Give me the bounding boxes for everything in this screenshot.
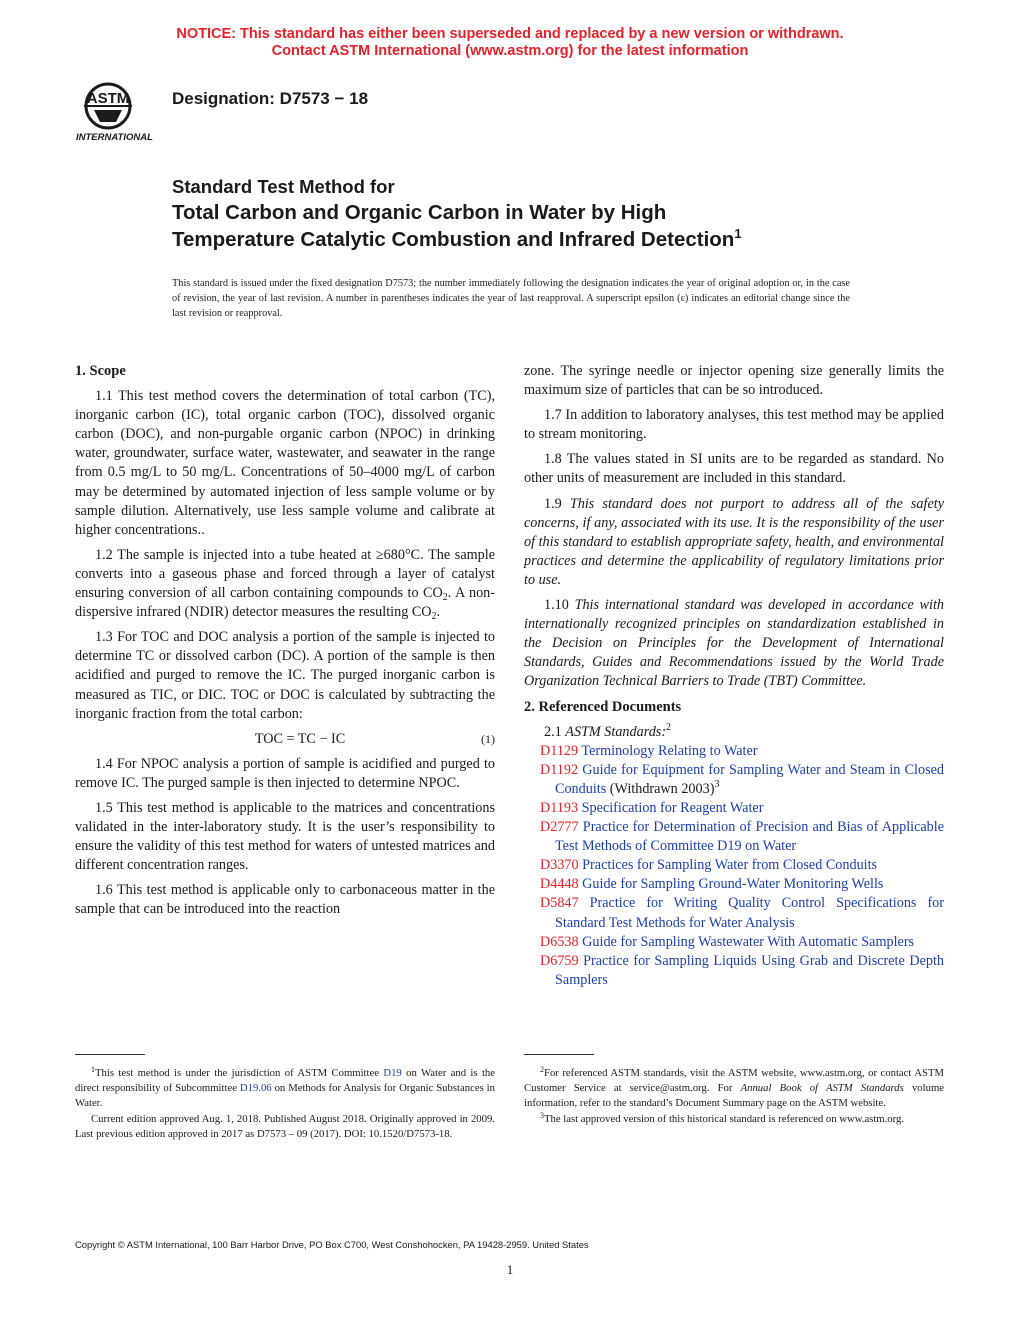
footnote-edition: Current edition approved Aug. 1, 2018. Published August 2018. Originally approved in 2009. Last previous edition approved in 2017 as D7573 – 09 (2017). DOI: 10.1520/D7573-18. <box>75 1112 495 1140</box>
astm-standards-label: 2.1 ASTM Standards:$^2$ <box>544 721 672 740</box>
footnote-divider-right <box>524 1054 594 1055</box>
footnote-1: $^1$This test method is under the jurisdiction of ASTM Committee D19 on Water and is the direct responsibility of Subcommittee D19.06 on Methods for Analysis for Organic Substances in Water. <box>75 1065 495 1110</box>
paragraph-1-6-start: 1.6 This test method is applicable only to carbonaceous matter in the sample that can be introduced into the reaction <box>75 882 495 918</box>
logo-caption: INTERNATIONAL <box>76 132 153 143</box>
notice-line-1: NOTICE: This standard has either been superseded and replaced by a new version or withdrawn. <box>176 26 844 42</box>
logo-letters: ASTM <box>86 90 130 107</box>
paragraph-1-2: 1.2 The sample is injected into a tube heated at ≥680°C. The sample converts into a gaseous phase and forced through a layer of catalyst ensuring conversion of all carbon containing compounds to $CO_2$. A non-dispersive infrared (NDIR) detector measures the resulting $CO_2$. <box>75 546 495 623</box>
issued-note: This standard is issued under the fixed designation D7573; the number immediately following the designation indicates the year of original adoption or, in the case of revision, the year of last revision. A number in parentheses indicates the year of last reapproval. A superscript epsilon (ε) indicates an editorial change since the last revision or reapproval. <box>172 278 850 319</box>
paragraph-1-1: 1.1 This test method covers the determination of total carbon (TC), inorganic carbon (IC), total organic carbon (TOC), dissolved organic carbon (DOC), and non-purgable organic carbon (NPOC) in drinking water, groundwater, surface water, wastewater, and seawater in the range from 0.5 mg/L to 50 mg/L. Concentrations of 50–4000 mg/L of carbon may be determined by automated injection of less sample volume or by sample dilution. Alternatively, use less sample volume and calibrate at higher concentrations.. <box>75 388 495 538</box>
paragraph-1-7: 1.7 In addition to laboratory analyses, this test method may be applied to stream monitoring. <box>524 407 944 443</box>
astm-logo-icon <box>72 74 164 144</box>
footnotes-left <box>75 1066 495 1142</box>
footnote-3: $^3$The last approved version of this historical standard is referenced on www.astm.org. <box>540 1110 905 1125</box>
notice-line-2: Contact ASTM International (www.astm.org) for the latest information <box>271 43 749 59</box>
paragraph-1-9: 1.9 This standard does not purport to address all of the safety concerns, if any, associated with its use. It is the responsibility of the user of this standard to establish appropriate safety, health, and environmental practices and determine the applicability of regulatory limitations prior to use. <box>524 495 944 588</box>
equation-1 <box>75 730 495 749</box>
paragraph-1-6-continued: zone. The syringe needle or injector opening size generally limits the maximum size of particles that can be so introduced. <box>524 363 944 399</box>
list-item[interactable]: D1129 Terminology Relating to Water <box>540 742 758 759</box>
list-item[interactable]: D6759 Practice for Sampling Liquids Using Grab and Discrete Depth Samplers <box>540 952 944 988</box>
title-line-1: Total Carbon and Organic Carbon in Water by High <box>172 201 667 224</box>
supersession-notice <box>0 26 1020 60</box>
equation-number: (1) <box>481 731 495 746</box>
referenced-standards-list <box>524 742 944 990</box>
subcommittee-link[interactable]: D19.06 <box>239 1082 272 1095</box>
list-item[interactable]: D3370 Practices for Sampling Water from Closed Conduits <box>540 857 878 874</box>
designation: Designation: D7573 − 18 <box>172 89 369 108</box>
footnote-2: $^2$For referenced ASTM standards, visit the ASTM website, www.astm.org, or contact ASTM Customer Service at service@astm.org. For Annual Book of ASTM Standards volume information, refer to the standard’s Document Summary page on the ASTM website. <box>524 1065 945 1110</box>
footnotes-right <box>524 1066 944 1127</box>
list-item[interactable]: D6538 Guide for Sampling Wastewater With Automatic Samplers <box>540 933 915 950</box>
committee-link[interactable]: D19 <box>383 1067 402 1079</box>
paragraph-1-5: 1.5 This test method is applicable to the matrices and concentrations validated in the inter-laboratory study. It is the user’s responsibility to ensure the validity of this test method for waters of untested matrices and different concentration ranges. <box>75 799 495 874</box>
equation-text: TOC = TC − IC <box>254 730 346 747</box>
list-item[interactable]: D1193 Specification for Reagent Water <box>540 799 764 816</box>
title-footnote-mark: 1 <box>734 226 742 241</box>
section-2-heading: 2. Referenced Documents <box>524 698 682 715</box>
list-item[interactable]: D5847 Practice for Writing Quality Control Specifications for Standard Test Methods for Water Analysis <box>540 895 944 931</box>
list-item[interactable]: D4448 Guide for Sampling Ground-Water Monitoring Wells <box>540 876 884 893</box>
paragraph-1-10: 1.10 This international standard was developed in accordance with internationally recognized principles on standardization established in the Decision on Principles for the Development of International Standards, Guides and Recommendations issued by the World Trade Organization Technical Barriers to Trade (TBT) Committee. <box>524 597 944 690</box>
title-prefix: Standard Test Method for <box>172 176 395 197</box>
list-item[interactable]: D2777 Practice for Determination of Precision and Bias of Applicable Test Methods of Committee D19 on Water <box>540 819 944 855</box>
document-title <box>172 175 892 253</box>
title-line-2: Temperature Catalytic Combustion and Infrared Detection$^1$ <box>172 226 742 251</box>
paragraph-1-4: 1.4 For NPOC analysis a portion of sample is acidified and purged to remove IC. The purged sample is then injected to determine NPOC. <box>75 755 495 791</box>
paragraph-1-8: 1.8 The values stated in SI units are to be regarded as standard. No other units of measurement are included in this standard. <box>524 451 944 487</box>
paragraph-1-3: 1.3 For TOC and DOC analysis a portion of the sample is injected to determine TC or dissolved carbon (DC). A portion of the sample is then acidified and purged to remove the IC. The purged inorganic carbon is measured as TIC, or DIC. TOC or DOC is calculated by subtracting the inorganic fraction from the total carbon: <box>75 629 495 722</box>
section-1-heading: 1. Scope <box>75 363 126 379</box>
copyright-line: Copyright © ASTM International, 100 Barr Harbor Drive, PO Box C700, West Conshohocken, PA 19428-2959. United States <box>75 1239 589 1250</box>
footnote-divider-left <box>75 1054 145 1055</box>
list-item[interactable]: D1192 Guide for Equipment for Sampling Water and Steam in Closed Conduits (Withdrawn 2003)$^3$ <box>540 761 944 797</box>
page-number: 1 <box>506 1262 514 1277</box>
right-column <box>524 362 944 990</box>
left-column <box>75 362 495 926</box>
